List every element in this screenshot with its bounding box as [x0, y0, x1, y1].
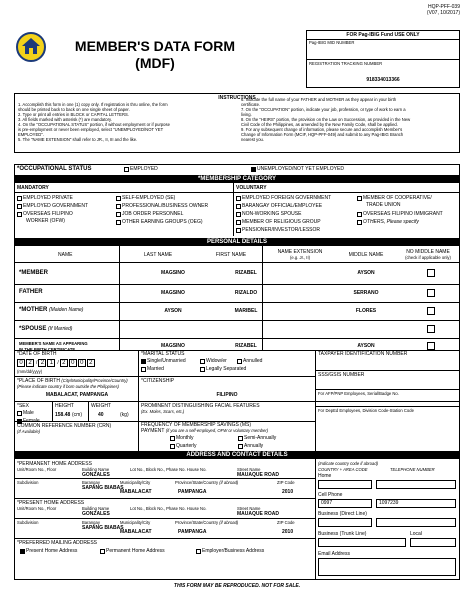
membership-category-bar: *MEMBERSHIP CATEGORY [15, 175, 459, 183]
checkbox[interactable] [141, 359, 146, 364]
spouse-last[interactable] [135, 324, 211, 334]
sss-label: SSS/GSIS NUMBER [318, 372, 365, 378]
instructions-right [241, 97, 410, 142]
father-last[interactable]: MAGSINO [161, 290, 185, 296]
present-address-label: *PRESENT HOME ADDRESS [17, 500, 85, 506]
business-trunk-label: Business (Trunk Line) [318, 531, 367, 537]
mailing-employer[interactable]: Employer/Business Address [196, 548, 264, 554]
business-direct-label: Business (Direct Line) [318, 511, 367, 517]
unemployed-label: UNEMPLOYED/NOT YET EMPLOYED [257, 166, 344, 172]
home-number[interactable] [376, 480, 456, 489]
rtn-value: 918334013366 [366, 77, 400, 83]
checkbox[interactable] [170, 436, 175, 441]
category-non-working-spouse[interactable]: NON-WORKING SPOUSE [236, 210, 331, 218]
prov-label: Province/State/Country (if abroad) [175, 480, 239, 485]
prov-label: Province/State/Country (if abroad) [175, 520, 239, 525]
sss-field[interactable] [318, 379, 456, 388]
checkbox[interactable] [200, 367, 205, 372]
category-foreign-gov[interactable]: EMPLOYED FOREIGN GOVERNMENT [236, 194, 331, 202]
instruction-line: living. [241, 112, 252, 117]
spouse-no-middle-checkbox[interactable] [427, 325, 435, 333]
email-label: Email Address [318, 551, 350, 557]
col-first-name: FIRST NAME [215, 252, 247, 258]
barangay-label: Barangay [82, 520, 100, 525]
freq-payment: PAYMENT (if you are a self-employed, OFW or voluntary member) [141, 428, 269, 434]
member-no-middle-checkbox[interactable] [427, 269, 435, 277]
dob-digit: 2 [87, 359, 95, 367]
subdivision-label: Subdivision [17, 480, 39, 485]
dob-hint: (mm/dd/yyyy) [17, 369, 43, 374]
col-middle-name: MIDDLE NAME [348, 252, 384, 258]
lot-label: Lot No., Block No., Phase No. House No. [130, 506, 207, 511]
business-local[interactable] [410, 538, 456, 547]
col-no-middle: NO MIDDLE NAME [406, 249, 450, 255]
dob-digit: 2 [26, 359, 34, 367]
pob-value[interactable]: MABALACAT, PAMPANGA [45, 392, 109, 398]
category-ofw-cont: WORKER (OFW) [26, 218, 65, 224]
spouse-first[interactable] [215, 324, 277, 334]
freq-semi-annually[interactable]: Semi-Annually [238, 435, 276, 441]
height-value[interactable]: 158.48 [55, 412, 71, 418]
checkbox[interactable] [116, 220, 121, 225]
checkbox[interactable] [236, 204, 241, 209]
address-bar: ADDRESS AND CONTACT DETAILS [15, 451, 459, 459]
unit-label: Unit/Room No., Floor [17, 506, 57, 511]
checkbox[interactable] [170, 444, 175, 449]
instruction-line: Change of Information Form (MCIF, HQP-PFF-049) and submit to any Pag-IBIG Branch [241, 132, 404, 137]
marital-single[interactable]: Single/Unmarried [141, 358, 186, 364]
checkbox[interactable] [236, 228, 241, 233]
form-subtitle: (MDF) [135, 55, 175, 71]
marital-label: *MARITAL STATUS [141, 351, 185, 357]
member-middle[interactable]: AYSON [357, 270, 375, 276]
pob-hint: (Please indicate country if born outside the Philippines) [17, 384, 119, 389]
tin-label: TAXPAYER IDENTIFICATION NUMBER [318, 351, 408, 357]
business-direct-code[interactable] [318, 518, 372, 527]
zip-label: ZIP Code [277, 480, 295, 485]
dob-field[interactable]: 0 2 / 2 1 / 2 0 0 2 [17, 359, 96, 367]
instructions-left [18, 102, 170, 142]
home-phone-label: Home [318, 473, 332, 479]
employed-checkbox[interactable] [124, 167, 129, 172]
office-use-box [306, 30, 460, 88]
features-label: PROMINENT DISTINGUISHING FACIAL FEATURES [141, 403, 260, 409]
checkbox[interactable] [116, 204, 121, 209]
freq-annually[interactable]: Annually [238, 443, 263, 449]
freq-monthly[interactable]: Monthly [170, 435, 194, 441]
street-label: Street Name [237, 506, 261, 511]
checkbox[interactable] [237, 359, 242, 364]
contact-header-3: TELEPHONE NUMBER [390, 467, 435, 472]
spouse-middle[interactable] [336, 324, 396, 334]
instruction-line: 2. Type or print all entries in BLOCK or CAPITAL LETTERS. [18, 112, 129, 117]
instructions-box [14, 93, 460, 153]
birthcert-last[interactable]: MAGSINO [161, 343, 185, 349]
mother-middle[interactable]: FLORES [355, 308, 377, 314]
mandatory-heading: MANDATORY [17, 185, 49, 191]
birthcert-middle[interactable]: AYSON [357, 343, 375, 349]
instruction-line: Civil Code of the Philippines, as amended by the New Family Code, shall be applied. [241, 122, 398, 127]
checkbox[interactable] [357, 196, 362, 201]
checkbox[interactable] [236, 196, 241, 201]
mandatory-col1 [17, 194, 88, 226]
category-pensioner[interactable]: PENSIONER/INVESTOR/LESSOR [236, 226, 331, 234]
mother-no-middle-checkbox[interactable] [427, 307, 435, 315]
sex-female[interactable]: Female [17, 418, 40, 424]
category-others[interactable]: OTHERS, Please specify [357, 218, 443, 226]
features-hint: (Ex. Moles, Scars, etc.) [141, 409, 185, 414]
member-last[interactable]: MAGSINO [161, 270, 185, 276]
spouse-label: *SPOUSE (If Married) [19, 326, 73, 332]
pagibig-logo [16, 32, 46, 62]
mother-label: *MOTHER (Maiden Name) [19, 307, 84, 313]
member-label: *MEMBER [19, 270, 49, 276]
category-employed-private[interactable]: EMPLOYED PRIVATE [17, 194, 88, 202]
present-street[interactable]: MAUAQUE ROAD [237, 511, 279, 517]
freq-quarterly[interactable]: Quarterly [170, 443, 197, 449]
col-last-name: LAST NAME [143, 252, 173, 258]
category-religious[interactable]: MEMBER OF RELIGIOUS GROUP [236, 218, 331, 226]
category-cooperative-cont: TRADE UNION [366, 202, 401, 208]
contact-header-1: (Indicate country code if abroad) [318, 461, 379, 466]
marital-married[interactable]: Married [141, 366, 164, 372]
footer-note: THIS FORM MAY BE REPRODUCED. NOT FOR SALE. [173, 583, 301, 589]
employed-label: EMPLOYED [130, 166, 158, 172]
permanent-street[interactable]: MAUAQUE ROAD [237, 472, 279, 478]
col-ext-hint: (e.g. Jr., II) [289, 255, 310, 260]
business-direct-number[interactable] [376, 518, 456, 527]
lot-label: Lot No., Block No., Phase No. House No. [130, 467, 207, 472]
cell-number[interactable]: 1097239 [376, 499, 456, 508]
checkbox[interactable] [116, 212, 121, 217]
permanent-muni[interactable]: MABALACAT [120, 489, 152, 495]
category-oeg[interactable]: OTHER EARNING GROUPS (OEG) [116, 218, 208, 226]
street-label: Street Name [237, 467, 261, 472]
office-use-label: FOR Pag-IBIG Fund USE ONLY [346, 32, 420, 38]
crn-label: COMMON REFERENCE NUMBER (CRN) [17, 423, 112, 429]
cell-phone-label: Cell Phone [318, 492, 343, 498]
dob-digit: 0 [78, 359, 86, 367]
checkbox[interactable] [200, 359, 205, 364]
contact-header-2: COUNTRY + AREA CODE [318, 467, 368, 472]
bldg-label: Building Name [82, 506, 110, 511]
instruction-line: 8. On the "HEIRS" portion, the provision on the Law on Succession, as provided in the New [241, 117, 411, 122]
dob-digit: 1 [47, 359, 55, 367]
mailing-present[interactable]: Present Home Address [20, 548, 77, 554]
local-label: Local [410, 531, 422, 537]
business-trunk-number[interactable] [318, 538, 406, 547]
checkbox[interactable] [17, 196, 22, 201]
marital-widow[interactable]: Widow/er [200, 358, 227, 364]
dob-digit: 0 [17, 359, 25, 367]
tin-field[interactable] [318, 359, 456, 368]
instruction-line: 1. Accomplish this form in one (1) copy only. If registration is thru online, the form [18, 102, 168, 107]
voluntary-col1 [236, 194, 331, 234]
employed-option[interactable] [124, 166, 158, 172]
mailing-permanent[interactable]: Permanent Home Address [100, 548, 165, 554]
permanent-zip[interactable]: 2010 [282, 489, 294, 495]
occupational-status-label: *OCCUPATIONAL STATUS [17, 166, 92, 172]
birthcert-label-2: IN THE BIRTH CERTIFICATE [19, 347, 76, 352]
instruction-line: 4. On the "OCCUPATIONAL STATUS" portion, if without employment or if purpose [18, 122, 170, 127]
weight-label: WEIGHT [91, 403, 111, 409]
father-middle[interactable]: SERRANO [353, 290, 379, 296]
category-cooperative[interactable]: MEMBER OF COOPERATIVE/ [357, 194, 443, 202]
instruction-line: 7. On the "OCCUPATION" portion, indicate your job, profession, or type of work to earn a [241, 107, 406, 112]
citizenship-value[interactable]: FILIPINO [216, 392, 238, 398]
checkbox[interactable] [196, 549, 201, 554]
dob-digit: 2 [60, 359, 68, 367]
checkbox[interactable] [236, 220, 241, 225]
dob-digit: 2 [38, 359, 46, 367]
father-first[interactable]: RIZALDO [234, 290, 258, 296]
checkbox[interactable] [116, 196, 121, 201]
sex-male[interactable]: Male [17, 410, 34, 416]
checkbox[interactable] [238, 436, 243, 441]
voluntary-col2 [357, 194, 443, 226]
muni-label: Municipality/City [120, 480, 151, 485]
mailing-label: *PREFERRED MAILING ADDRESS [17, 540, 98, 546]
present-bldg[interactable]: GONZALES [82, 511, 110, 517]
instruction-line: 9. For any subsequent change of information, please secure and accomplish Member's [241, 127, 403, 132]
height-label: HEIGHT [55, 403, 74, 409]
instruction-line: nearest you. [241, 137, 265, 142]
bldg-label: Building Name [82, 467, 110, 472]
permanent-barangay[interactable]: SAPANG BIABAS [82, 485, 124, 491]
subdivision-label: Subdivision [17, 520, 39, 525]
personal-details-bar: PERSONAL DETAILS [15, 238, 459, 246]
permanent-address-label: *PERMANENT HOME ADDRESS [17, 461, 92, 467]
birthcert-no-middle-checkbox[interactable] [427, 342, 435, 350]
name-rows [15, 262, 459, 358]
weight-value[interactable]: 40 [98, 412, 104, 418]
weight-unit: (kg) [120, 412, 129, 418]
instructions-heading: INSTRUCTIONS [218, 95, 256, 101]
form-code: HQP-PFF-039 [428, 4, 460, 10]
instruction-line: certificate. [241, 102, 261, 107]
member-first[interactable]: RIZABEL [235, 270, 257, 276]
col-name-extension: NAME EXTENSION [277, 249, 323, 255]
checkbox[interactable] [357, 212, 362, 217]
pob-label: *PLACE OF BIRTH (City/Municipality/Province/Country) [17, 378, 128, 384]
checkbox[interactable] [141, 367, 146, 372]
checkbox[interactable] [238, 444, 243, 449]
category-immigrant[interactable]: OVERSEAS FILIPINO IMMIGRANT [357, 210, 443, 218]
father-label: FATHER [19, 289, 43, 295]
present-muni[interactable]: MABALACAT [120, 529, 152, 535]
instruction-line: should be printed back to back on one single sheet of paper. [18, 107, 130, 112]
sex-label: *SEX [17, 403, 29, 409]
category-employed-government[interactable]: EMPLOYED GOVERNMENT [17, 202, 88, 210]
freq-label: FREQUENCY OF MEMBERSHIP SAVINGS (MS) [141, 422, 252, 428]
mid-label: Pag-IBIG MID NUMBER [309, 40, 355, 45]
instruction-line: EMPLOYED". [18, 132, 44, 137]
checkbox[interactable] [17, 411, 22, 416]
barangay-label: Barangay [82, 480, 100, 485]
col-name: NAME [58, 252, 73, 258]
instruction-line: is pre-employment or never been employed, select "UNEMPLOYED/NOT YET [18, 127, 164, 132]
checkbox[interactable] [236, 212, 241, 217]
birthcert-label-1: MEMBER'S NAME AS APPEARING [19, 341, 88, 346]
mandatory-col2 [116, 194, 208, 226]
unemployed-checkbox[interactable] [251, 167, 256, 172]
present-prov[interactable]: PAMPANGA [178, 529, 207, 535]
present-zip[interactable]: 2010 [282, 529, 294, 535]
deped-label: For DepEd Employees, Division Code-Station Code [318, 408, 414, 413]
father-no-middle-checkbox[interactable] [427, 289, 435, 297]
email-field[interactable] [318, 558, 456, 576]
crn-hint: (If Available) [17, 429, 41, 434]
dob-digit: 0 [69, 359, 77, 367]
mid-number-field[interactable] [309, 47, 457, 57]
present-barangay[interactable]: SAPANG BIABAS [82, 525, 124, 531]
category-ofw[interactable]: OVERSEAS FILIPINO [17, 210, 88, 218]
category-self-employed[interactable]: SELF-EMPLOYED (SE) [116, 194, 208, 202]
marital-separated[interactable]: Legally Separated [200, 366, 246, 372]
muni-label: Municipality/City [120, 520, 151, 525]
form-title: MEMBER'S DATA FORM [74, 38, 236, 54]
unit-label: Unit/Room No., Floor [17, 467, 57, 472]
dob-label: *DATE OF BIRTH [17, 351, 57, 357]
mother-last[interactable]: AYSON [164, 308, 182, 314]
mother-first[interactable]: MARIBEL [234, 308, 258, 314]
permanent-bldg[interactable]: GONZALES [82, 472, 110, 478]
col-no-middle-hint: (check if applicable only) [405, 255, 451, 260]
zip-label: ZIP Code [277, 520, 295, 525]
permanent-prov[interactable]: PAMPANGA [178, 489, 207, 495]
birthcert-first[interactable]: RIZABEL [235, 343, 257, 349]
afp-label: For AFP/PNP Employees, Serial/Badge No. [318, 391, 399, 396]
rtn-label: REGISTRATION TRACKING NUMBER [309, 61, 383, 66]
unemployed-option[interactable] [251, 166, 344, 172]
voluntary-heading: VOLUNTARY [236, 185, 267, 191]
form-version: (V07, 10/2017) [426, 10, 460, 16]
height-unit: (cm) [72, 412, 82, 418]
category-job-order[interactable]: JOB ORDER PERSONNEL [116, 210, 208, 218]
checkbox[interactable] [100, 549, 105, 554]
checkbox[interactable] [357, 220, 362, 225]
instruction-line: 5. The "NAME EXTENSION" shall refer to JR., II, III and the like. [18, 137, 138, 142]
instruction-line: 3. All fields marked with asterisk (*) are mandatory. [18, 117, 112, 122]
cell-area-code[interactable]: 0997 [318, 499, 372, 508]
home-area-code[interactable] [318, 480, 372, 489]
checkbox[interactable] [17, 204, 22, 209]
checkbox[interactable] [17, 212, 22, 217]
marital-annulled[interactable]: Annulled [237, 358, 262, 364]
category-barangay[interactable]: BARANGAY OFFICIAL/EMPLOYEE [236, 202, 331, 210]
checkbox[interactable] [20, 549, 25, 554]
category-professional[interactable]: PROFESSIONAL/BUSINESS OWNER [116, 202, 208, 210]
citizenship-label: *CITIZENSHIP [141, 378, 175, 384]
instruction-line: 6. Indicate the full name of your FATHER and MOTHER as they appear in your birth [241, 97, 397, 102]
